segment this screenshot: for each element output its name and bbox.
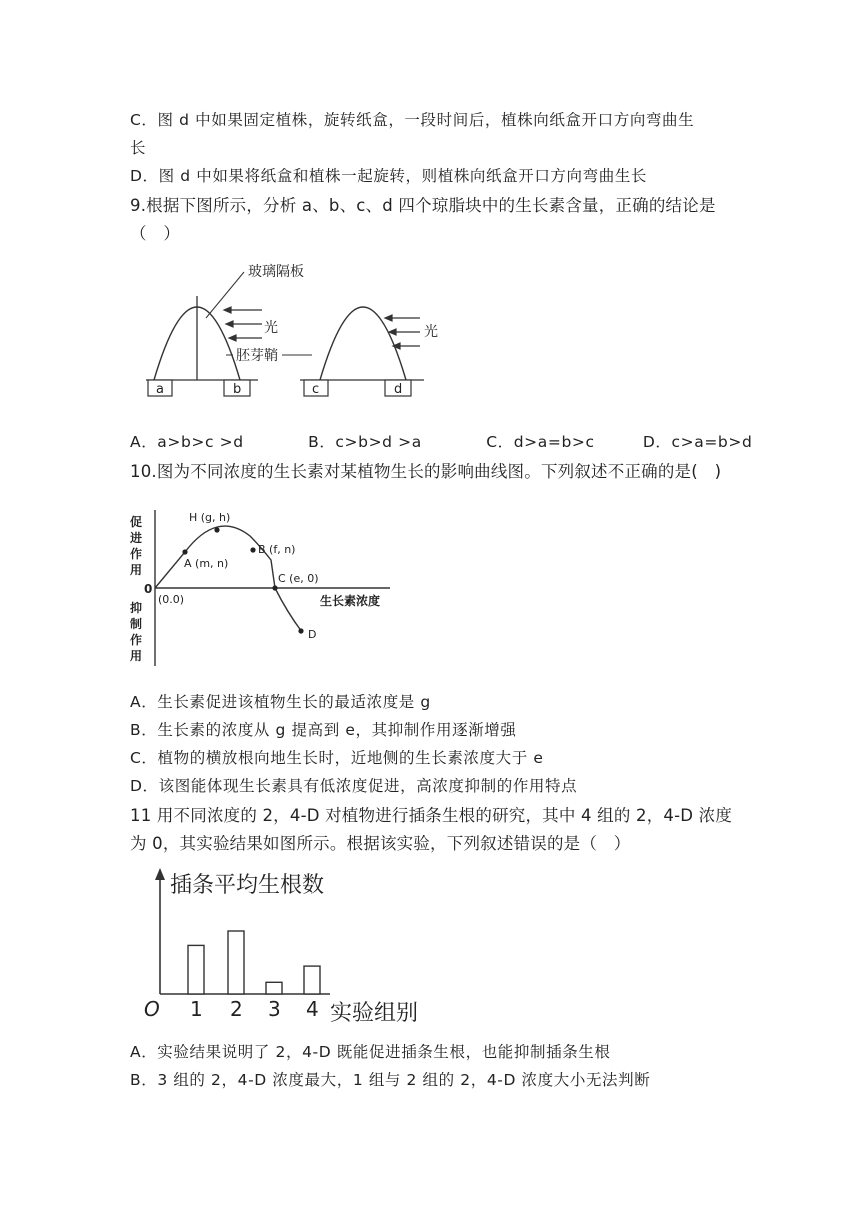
y-label-inhibit	[130, 600, 142, 663]
q9-stem-line1: 9.根据下图所示，分析 a、b、c、d 四个琼脂块中的生长素含量，正确的结论是	[130, 196, 716, 215]
y-label-inhibit-char: 制	[130, 617, 143, 631]
q11-option-a: A．实验结果说明了 2，4-D 既能促进插条生根，也能抑制插条生根	[130, 1043, 611, 1061]
bar-y-axis-arrow	[155, 868, 165, 880]
bar-category-label: 3	[268, 997, 281, 1021]
q8-option-d: D．图 d 中如果将纸盒和植株一起旋转，则植株向纸盒开口方向弯曲生长	[130, 167, 648, 185]
bar-group-1	[188, 945, 204, 994]
point-b-dot	[250, 547, 255, 552]
bar-origin-label: O	[144, 997, 160, 1021]
y-label-inhibit-char: 用	[130, 649, 143, 663]
q10-stem: 10.图为不同浓度的生长素对某植物生长的影响曲线图。下列叙述不正确的是( )	[130, 462, 722, 481]
point-c-dot	[272, 585, 277, 590]
bar-category-label: 1	[190, 997, 203, 1021]
q9-options: A．a>b>c >d B．c>b>d >a C．d>a=b>c D．c>a=b>d	[130, 433, 753, 451]
glass-partition-label: 玻璃隔板	[248, 264, 304, 280]
bar-y-axis-label: 插条平均生根数	[170, 873, 325, 898]
q11-stem-line2: 为 0，其实验结果如图所示。根据该实验，下列叙述错误的是（ ）	[130, 834, 631, 853]
q10-option-a: A．生长素促进该植物生长的最适浓度是 g	[130, 693, 431, 711]
y-label-promote-char: 进	[130, 531, 143, 545]
zero-label: 0	[144, 582, 153, 596]
point-a-dot	[182, 549, 187, 554]
point-d-label: D	[308, 628, 317, 641]
bar-category-label: 2	[230, 997, 243, 1021]
bar-group-3	[266, 982, 282, 994]
point-h-dot	[214, 527, 219, 532]
bar-group-4	[304, 966, 320, 994]
point-d-dot	[298, 628, 303, 633]
q9-stem-line2: （ ）	[130, 224, 181, 243]
q10-chart	[125, 500, 405, 670]
q11-stem-line1: 11 用不同浓度的 2，4-D 对植物进行插条生根的研究，其中 4 组的 2，4-D 浓度	[130, 806, 733, 825]
y-label-promote	[129, 514, 142, 577]
block-b-label: b	[233, 382, 242, 397]
point-b-label: B (f, n)	[258, 543, 296, 556]
glass-leader	[206, 272, 244, 318]
bar-category-label: 4	[306, 997, 319, 1021]
y-label-inhibit-char: 抑	[130, 601, 143, 615]
point-a-label: A (m, n)	[184, 557, 229, 570]
point-h-label: H (g, h)	[189, 511, 231, 524]
light-label-right: 光	[424, 324, 438, 340]
q10-option-d: D．该图能体现生长素具有低浓度促进，高浓度抑制的作用特点	[130, 777, 578, 795]
bar-x-axis-label: 实验组别	[330, 1001, 419, 1026]
x-axis-label: 生长素浓度	[320, 594, 381, 608]
q9-figure	[140, 258, 460, 408]
y-label-promote-char: 促	[130, 515, 143, 529]
point-c-label: C (e, 0)	[278, 572, 319, 585]
light-arrows-right	[385, 315, 420, 349]
y-label-promote-char: 作	[130, 547, 143, 561]
q8-option-c-line1: C．图 d 中如果固定植株，旋转纸盒，一段时间后，植株向纸盒开口方向弯曲生	[130, 111, 695, 129]
light-label-left: 光	[264, 320, 278, 336]
block-d-label: d	[394, 382, 403, 397]
bar-group-2	[228, 931, 244, 994]
block-c-label: c	[312, 382, 320, 397]
y-label-promote-char: 用	[130, 563, 143, 577]
block-a-label: a	[156, 382, 164, 397]
q10-option-b: B．生长素的浓度从 g 提高到 e，其抑制作用逐渐增强	[130, 721, 517, 739]
q10-option-c: C．植物的横放根向地生长时，近地侧的生长素浓度大于 e	[130, 749, 544, 767]
origin-label: (0.0)	[158, 593, 185, 606]
bar-series	[188, 931, 320, 1021]
q11-option-b: B．3 组的 2，4-D 浓度最大，1 组与 2 组的 2，4-D 浓度大小无法判断	[130, 1071, 651, 1089]
coleoptile-label: 胚芽鞘	[236, 348, 278, 364]
light-arrows-left	[224, 307, 262, 341]
q8-option-c-line2: 长	[130, 139, 147, 157]
y-label-inhibit-char: 作	[130, 633, 143, 647]
q11-bar-chart	[140, 862, 450, 1027]
